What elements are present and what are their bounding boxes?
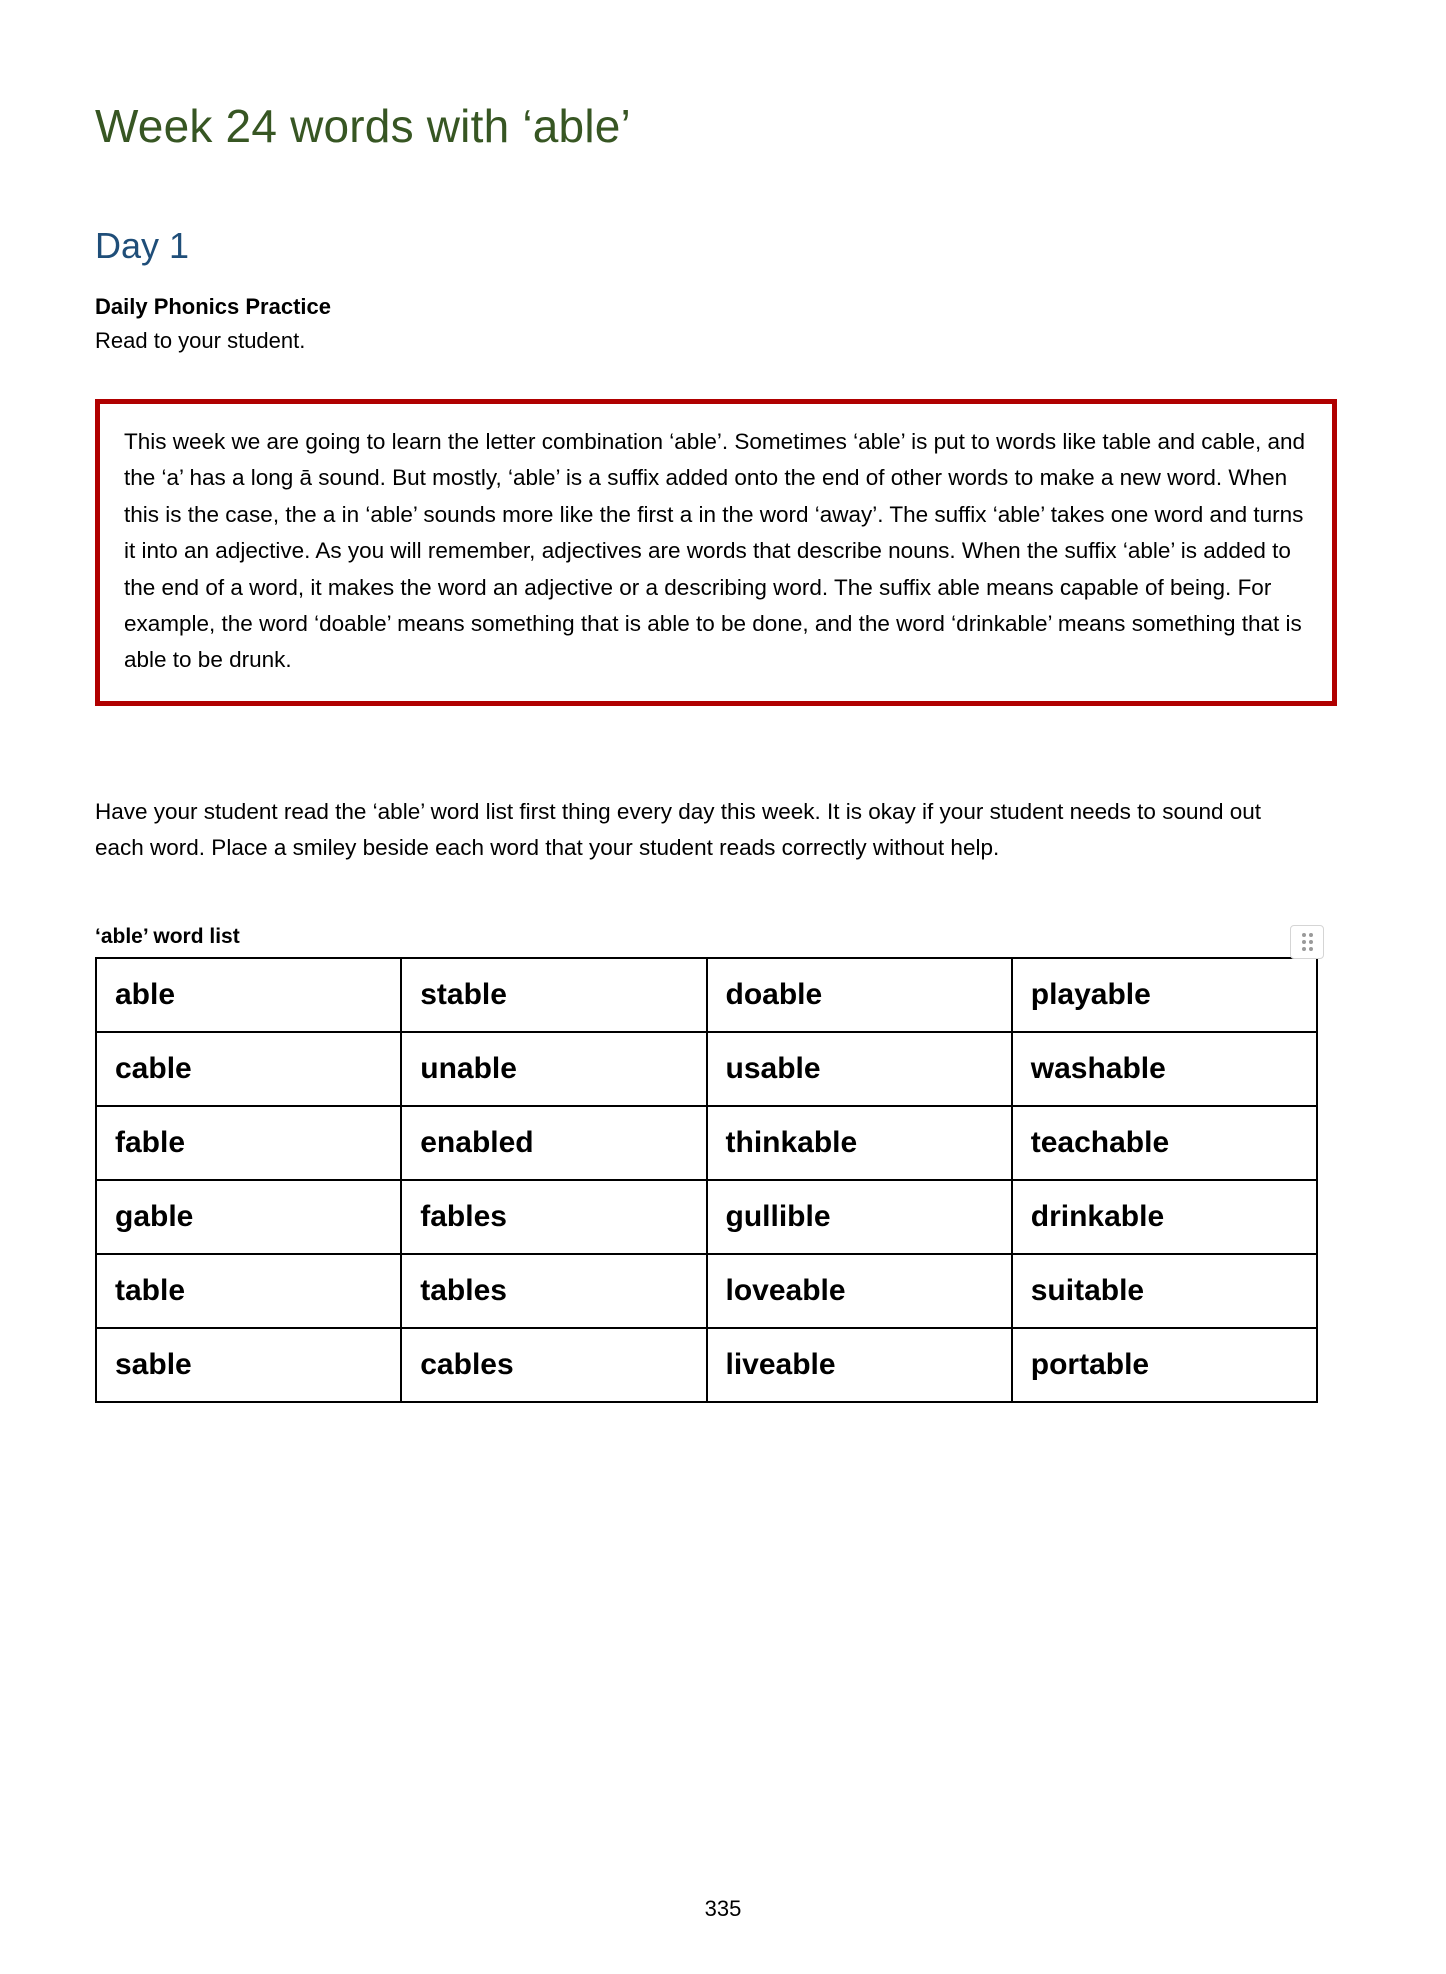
word-cell: fables [401, 1180, 706, 1254]
word-cell: enabled [401, 1106, 706, 1180]
table-row [96, 958, 1317, 1032]
section-instruction: Read to your student. [95, 327, 306, 353]
page-number: 335 [704, 1896, 742, 1921]
table-row [96, 1032, 1317, 1106]
callout-text: This week we are going to learn the letter combination ‘able’. Sometimes ‘able’ is put to words like table and cable, and the ‘a’ has a long ā sound. But mostly, ‘able’ is a suffix added onto the end of other words to make a new word. When this is the case, the a in ‘able’ sounds more like the first a in the word ‘away’. The suffix ‘able’ takes one word and turns it into an adjective. As you will remember, adjectives are words that describe nouns. When the suffix ‘able’ is added to the end of a word, it makes the word an adjective or a describing word. The suffix able means capable of being. For example, the word ‘doable’ means something that is able to be done, and the word ‘drinkable’ means something that is able to be drunk. [124, 428, 1306, 673]
word-cell: loveable [707, 1254, 1012, 1328]
word-cell: table [96, 1254, 401, 1328]
table-move-handle-icon[interactable] [1290, 925, 1324, 959]
word-cell: teachable [1012, 1106, 1317, 1180]
page-title: Week 24 words with ‘able’ [95, 100, 631, 152]
word-cell: suitable [1012, 1254, 1317, 1328]
word-cell: sable [96, 1328, 401, 1402]
section-label: Daily Phonics Practice [95, 294, 331, 320]
word-cell: gable [96, 1180, 401, 1254]
grip-dots-icon [1291, 926, 1323, 958]
word-cell: cable [96, 1032, 401, 1106]
word-cell: washable [1012, 1032, 1317, 1106]
word-cell: drinkable [1012, 1180, 1317, 1254]
word-cell: usable [707, 1032, 1012, 1106]
word-cell: gullible [707, 1180, 1012, 1254]
table-row [96, 1180, 1317, 1254]
day-heading: Day 1 [95, 224, 190, 266]
word-cell: playable [1012, 958, 1317, 1032]
word-cell: tables [401, 1254, 706, 1328]
word-cell: liveable [707, 1328, 1012, 1402]
callout-box [95, 399, 1337, 706]
word-cell: thinkable [707, 1106, 1012, 1180]
instructions-text: Have your student read the ‘able’ word list first thing every day this week. It is okay if your student needs to sound out each word. Place a smiley beside each word that your student reads correctly without help. [95, 798, 1262, 861]
word-cell: stable [401, 958, 706, 1032]
word-cell: doable [707, 958, 1012, 1032]
word-cell: fable [96, 1106, 401, 1180]
word-cell: cables [401, 1328, 706, 1402]
word-cell: portable [1012, 1328, 1317, 1402]
word-cell: able [96, 958, 401, 1032]
table-row [96, 1106, 1317, 1180]
word-list-label: ‘able’ word list [95, 924, 240, 948]
word-table-wrapper [95, 957, 1318, 1403]
word-cell: unable [401, 1032, 706, 1106]
table-row [96, 1254, 1317, 1328]
table-row [96, 1328, 1317, 1402]
word-list-table [95, 957, 1318, 1403]
